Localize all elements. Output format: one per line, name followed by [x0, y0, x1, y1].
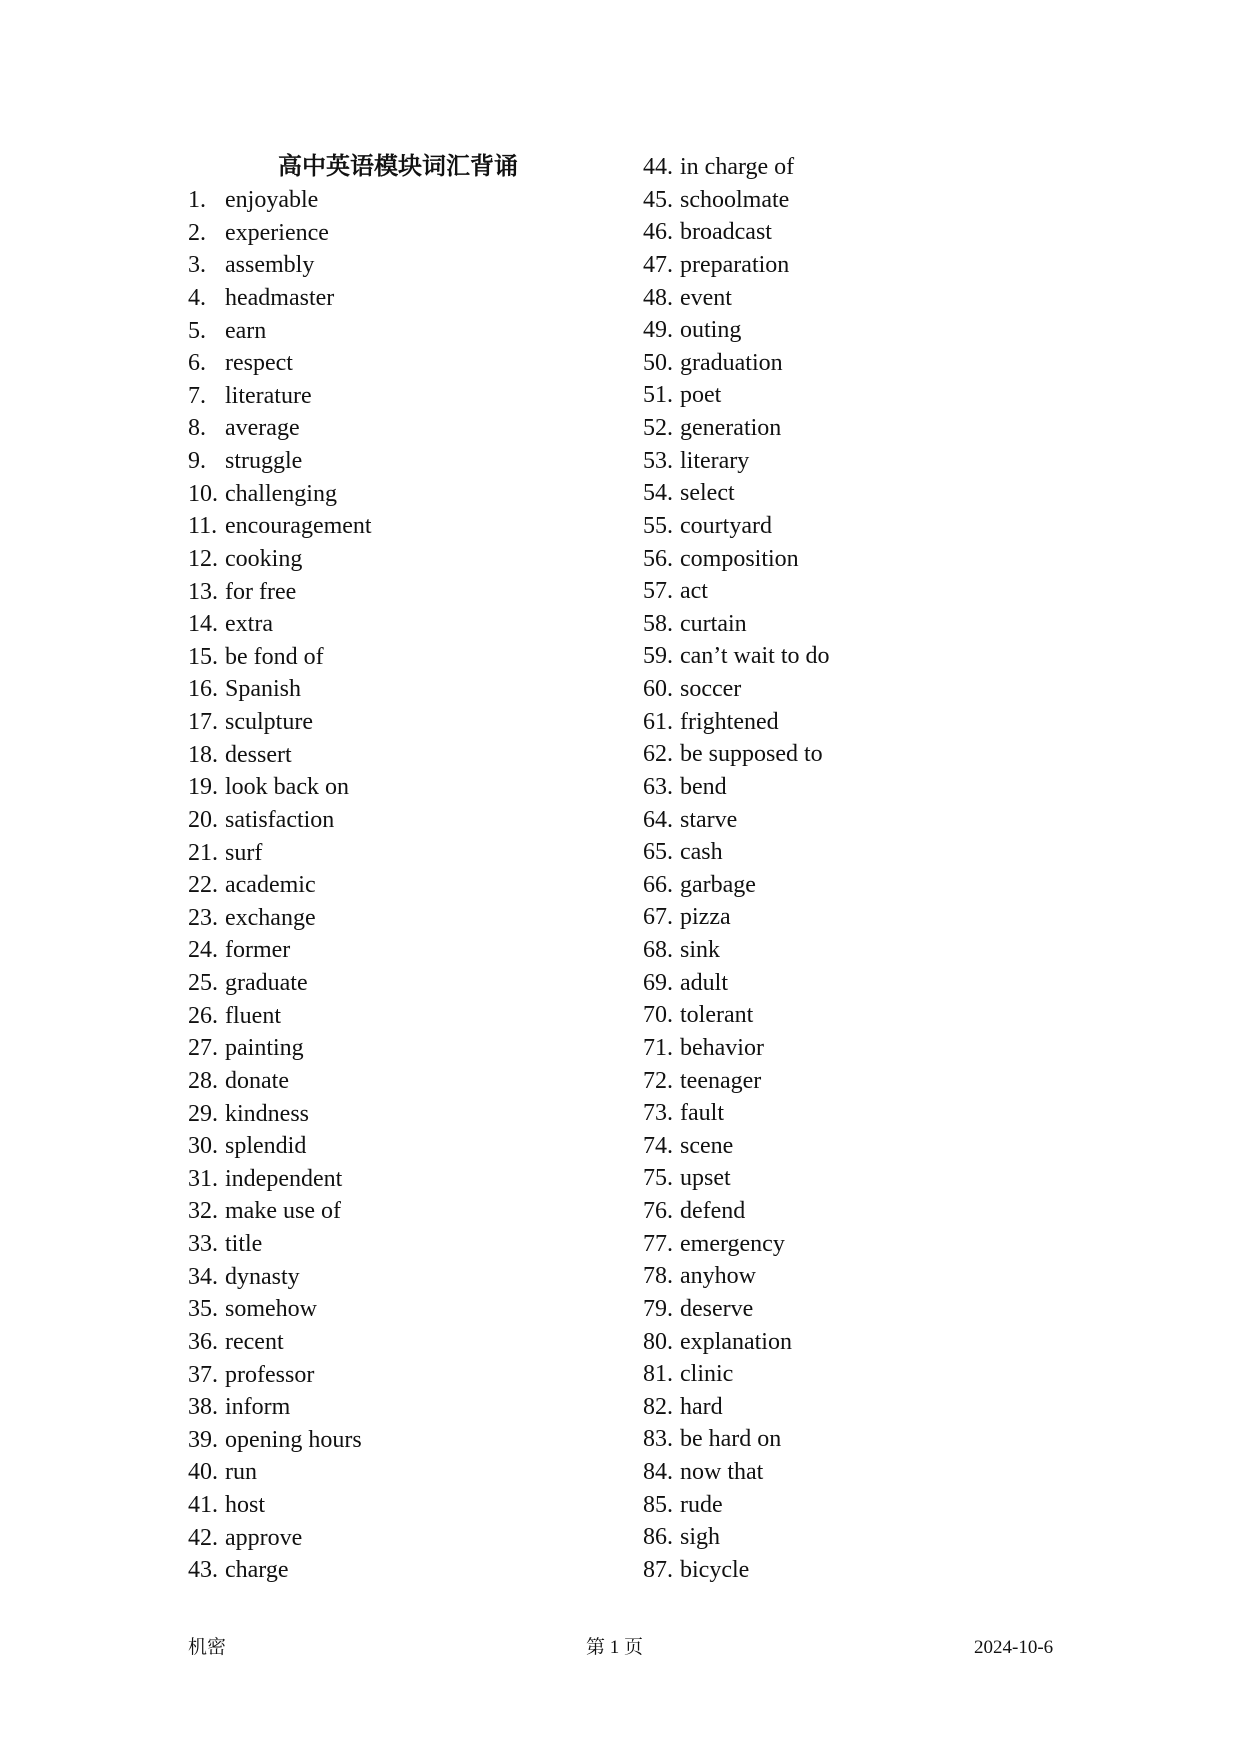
- vocab-word: average: [225, 415, 300, 442]
- vocab-number: 8.: [188, 415, 206, 442]
- vocab-word: preparation: [680, 251, 790, 278]
- vocab-number: 42.: [188, 1524, 218, 1551]
- vocab-number: 4.: [188, 284, 206, 311]
- vocab-number: 30.: [188, 1133, 218, 1160]
- vocab-word: generation: [680, 415, 782, 441]
- vocab-number: 75.: [643, 1165, 673, 1192]
- vocab-item: [643, 1162, 830, 1195]
- vocab-word: graduation: [680, 349, 783, 376]
- vocab-number: 32.: [188, 1198, 218, 1225]
- vocab-item: [643, 1456, 830, 1489]
- vocab-item: [643, 575, 830, 608]
- vocab-word: composition: [680, 545, 799, 572]
- vocab-item: [643, 216, 830, 249]
- vocab-word: respect: [225, 350, 293, 377]
- vocab-number: 2.: [188, 219, 206, 246]
- vocab-number: 23.: [188, 904, 218, 931]
- vocab-word: run: [225, 1459, 257, 1486]
- vocab-item: [188, 347, 372, 380]
- document-title: 高中英语模块词汇背诵: [278, 154, 518, 180]
- vocab-word: be hard on: [680, 1426, 782, 1453]
- vocab-word: encouragement: [225, 513, 372, 540]
- vocab-number: 77.: [643, 1230, 673, 1257]
- vocab-word: sculpture: [225, 709, 313, 735]
- vocab-number: 33.: [188, 1231, 218, 1257]
- vocab-word: literature: [225, 382, 312, 409]
- vocab-item: [188, 576, 372, 609]
- vocab-word: splendid: [225, 1133, 307, 1160]
- vocab-number: 41.: [188, 1492, 218, 1518]
- vocab-number: 27.: [188, 1035, 218, 1062]
- vocab-word: literary: [680, 447, 750, 474]
- vocab-number: 87.: [643, 1556, 673, 1583]
- vocab-number: 73.: [643, 1100, 673, 1127]
- vocab-word: exchange: [225, 904, 316, 931]
- vocab-item: [643, 1554, 830, 1587]
- vocab-item: [188, 1326, 372, 1359]
- vocab-item: [188, 1098, 372, 1131]
- vocab-word: clinic: [680, 1361, 734, 1388]
- vocab-number: 13.: [188, 578, 218, 605]
- vocab-word: scene: [680, 1132, 734, 1159]
- vocab-number: 28.: [188, 1067, 218, 1094]
- vocab-word: be supposed to: [680, 741, 823, 768]
- vocab-number: 11.: [188, 513, 218, 540]
- vocab-word: make use of: [225, 1198, 341, 1225]
- vocab-number: 85.: [643, 1491, 673, 1518]
- vocab-word: hard: [680, 1393, 723, 1420]
- vocab-number: 40.: [188, 1459, 218, 1486]
- vocab-number: 83.: [643, 1426, 673, 1453]
- vocab-word: sigh: [680, 1524, 721, 1551]
- vocab-item: [188, 543, 372, 576]
- vocab-number: 86.: [643, 1524, 673, 1551]
- vocab-word: in charge of: [680, 154, 795, 180]
- vocab-item: [643, 999, 830, 1032]
- vocab-item: [643, 967, 830, 1000]
- vocab-item: [643, 1195, 830, 1228]
- vocab-item: [188, 217, 372, 250]
- vocab-item: [188, 1554, 372, 1587]
- vocab-number: 55.: [643, 512, 673, 539]
- vocab-word: professor: [225, 1361, 315, 1388]
- vocab-item: [643, 184, 830, 217]
- vocab-word: struggle: [225, 448, 303, 474]
- vocab-word: for free: [225, 578, 297, 605]
- vocab-number: 72.: [643, 1067, 673, 1094]
- vocab-item: [188, 412, 372, 445]
- vocab-word: adult: [680, 969, 728, 996]
- vocab-word: schoolmate: [680, 186, 790, 213]
- vocab-item: [188, 1000, 372, 1033]
- vocab-item: [188, 1489, 372, 1522]
- vocab-list-left: [188, 184, 372, 1587]
- vocab-number: 52.: [643, 415, 673, 441]
- vocab-item: [643, 901, 830, 934]
- vocab-number: 69.: [643, 969, 673, 996]
- vocab-word: courtyard: [680, 512, 772, 539]
- vocab-number: 58.: [643, 610, 673, 637]
- vocab-item: [188, 934, 372, 967]
- vocab-word: can’t wait to do: [680, 643, 830, 670]
- vocab-word: challenging: [225, 480, 337, 507]
- vocab-number: 14.: [188, 611, 218, 638]
- vocab-word: bend: [680, 773, 727, 800]
- vocab-word: painting: [225, 1035, 304, 1062]
- vocab-word: independent: [225, 1165, 343, 1192]
- vocab-item: [188, 1163, 372, 1196]
- vocab-number: 12.: [188, 545, 218, 572]
- vocab-number: 24.: [188, 937, 218, 964]
- vocab-item: [188, 1130, 372, 1163]
- vocab-number: 22.: [188, 872, 218, 899]
- vocab-item: [188, 445, 372, 478]
- vocab-item: [643, 934, 830, 967]
- vocab-number: 79.: [643, 1295, 673, 1322]
- vocab-item: [643, 1293, 830, 1326]
- vocab-number: 37.: [188, 1361, 218, 1388]
- vocab-number: 81.: [643, 1361, 673, 1388]
- vocab-number: 26.: [188, 1002, 218, 1029]
- vocab-item: [643, 543, 830, 576]
- vocab-word: academic: [225, 872, 316, 899]
- vocab-word: soccer: [680, 676, 742, 702]
- vocab-item: [188, 1293, 372, 1326]
- vocab-number: 63.: [643, 773, 673, 800]
- vocab-item: [643, 151, 830, 184]
- vocab-word: extra: [225, 611, 273, 638]
- vocab-word: poet: [680, 382, 722, 409]
- vocab-number: 68.: [643, 937, 673, 963]
- vocab-number: 70.: [643, 1002, 673, 1029]
- vocab-number: 51.: [643, 382, 673, 409]
- vocab-number: 46.: [643, 219, 673, 246]
- vocab-word: pizza: [680, 904, 731, 931]
- vocab-word: curtain: [680, 610, 747, 637]
- vocab-word: Spanish: [225, 676, 302, 703]
- vocab-number: 3.: [188, 252, 206, 279]
- vocab-list-right: [643, 151, 830, 1587]
- vocab-item: [188, 1065, 372, 1098]
- vocab-word: former: [225, 937, 291, 964]
- vocab-item: [188, 1391, 372, 1424]
- vocab-number: 71.: [643, 1034, 673, 1061]
- vocab-word: broadcast: [680, 219, 772, 246]
- vocab-item: [643, 836, 830, 869]
- vocab-item: [643, 1521, 830, 1554]
- vocab-word: anyhow: [680, 1263, 756, 1290]
- vocab-item: [188, 804, 372, 837]
- footer-confidential: 机密: [188, 1637, 227, 1658]
- vocab-item: [643, 1130, 830, 1163]
- vocab-number: 64.: [643, 806, 673, 833]
- vocab-word: headmaster: [225, 284, 335, 311]
- vocab-word: now that: [680, 1459, 764, 1485]
- vocab-item: [643, 1228, 830, 1261]
- vocab-item: [643, 1326, 830, 1359]
- vocab-word: defend: [680, 1198, 746, 1224]
- vocab-number: 48.: [643, 284, 673, 311]
- vocab-number: 53.: [643, 447, 673, 474]
- vocab-item: [188, 1456, 372, 1489]
- vocab-number: 66.: [643, 871, 673, 898]
- vocab-word: upset: [680, 1165, 731, 1192]
- vocab-number: 45.: [643, 186, 673, 213]
- vocab-word: starve: [680, 806, 738, 833]
- vocab-item: [643, 869, 830, 902]
- vocab-item: [643, 445, 830, 478]
- vocab-word: tolerant: [680, 1002, 754, 1029]
- vocab-number: 60.: [643, 676, 673, 702]
- vocab-word: look back on: [225, 774, 349, 801]
- vocab-item: [643, 1489, 830, 1522]
- vocab-number: 20.: [188, 806, 218, 833]
- vocab-item: [643, 1097, 830, 1130]
- vocab-item: [643, 706, 830, 739]
- vocab-word: dessert: [225, 741, 292, 768]
- vocab-word: dynasty: [225, 1263, 300, 1290]
- vocab-item: [643, 249, 830, 282]
- vocab-word: emergency: [680, 1230, 785, 1257]
- vocab-word: teenager: [680, 1067, 762, 1094]
- vocab-word: deserve: [680, 1295, 754, 1322]
- vocab-number: 15.: [188, 643, 218, 670]
- vocab-word: enjoyable: [225, 187, 319, 213]
- vocab-number: 44.: [643, 154, 673, 180]
- vocab-item: [188, 184, 372, 217]
- vocab-item: [643, 477, 830, 510]
- vocab-item: [188, 282, 372, 315]
- vocab-word: kindness: [225, 1100, 309, 1127]
- vocab-word: graduate: [225, 970, 308, 996]
- vocab-item: [188, 478, 372, 511]
- vocab-number: 62.: [643, 741, 673, 768]
- vocab-word: assembly: [225, 252, 315, 279]
- footer-page-number: 第 1 页: [586, 1637, 644, 1658]
- vocab-number: 82.: [643, 1393, 673, 1420]
- vocab-item: [643, 1065, 830, 1098]
- vocab-word: fault: [680, 1100, 724, 1127]
- vocab-number: 43.: [188, 1557, 218, 1584]
- vocab-word: satisfaction: [225, 806, 335, 833]
- vocab-item: [188, 837, 372, 870]
- vocab-word: donate: [225, 1067, 289, 1094]
- vocab-item: [643, 282, 830, 315]
- vocab-word: event: [680, 284, 732, 311]
- vocab-word: opening hours: [225, 1426, 362, 1453]
- vocab-number: 67.: [643, 904, 673, 931]
- vocab-word: garbage: [680, 871, 756, 898]
- vocab-word: fluent: [225, 1002, 281, 1029]
- vocab-item: [643, 1423, 830, 1456]
- vocab-item: [643, 673, 830, 706]
- vocab-number: 19.: [188, 774, 218, 801]
- vocab-word: rude: [680, 1491, 723, 1518]
- vocab-number: 59.: [643, 643, 673, 670]
- vocab-number: 50.: [643, 349, 673, 376]
- vocab-item: [188, 1261, 372, 1294]
- vocab-item: [188, 1359, 372, 1392]
- vocab-word: surf: [225, 839, 263, 866]
- vocab-item: [188, 706, 372, 739]
- vocab-number: 84.: [643, 1459, 673, 1485]
- vocab-item: [188, 1424, 372, 1457]
- vocab-number: 76.: [643, 1198, 673, 1224]
- vocab-item: [188, 902, 372, 935]
- vocab-item: [188, 510, 372, 543]
- vocab-item: [643, 347, 830, 380]
- vocab-number: 74.: [643, 1132, 673, 1159]
- vocab-item: [188, 1522, 372, 1555]
- vocab-item: [643, 379, 830, 412]
- vocab-item: [643, 804, 830, 837]
- vocab-item: [188, 739, 372, 772]
- vocab-word: outing: [680, 317, 742, 344]
- vocab-number: 7.: [188, 382, 206, 409]
- vocab-word: somehow: [225, 1296, 317, 1323]
- vocab-number: 25.: [188, 970, 218, 996]
- vocab-item: [188, 1195, 372, 1228]
- vocab-number: 54.: [643, 480, 673, 507]
- vocab-number: 29.: [188, 1100, 218, 1127]
- vocab-item: [188, 608, 372, 641]
- vocab-item: [188, 249, 372, 282]
- vocab-item: [643, 412, 830, 445]
- vocab-number: 5.: [188, 317, 206, 344]
- vocab-item: [188, 771, 372, 804]
- vocab-number: 61.: [643, 708, 673, 735]
- vocab-number: 38.: [188, 1394, 218, 1421]
- vocab-number: 10.: [188, 480, 218, 507]
- vocab-item: [643, 738, 830, 771]
- vocab-word: cooking: [225, 545, 303, 572]
- vocab-number: 47.: [643, 251, 673, 278]
- vocab-word: explanation: [680, 1328, 792, 1355]
- vocab-number: 35.: [188, 1296, 218, 1323]
- vocab-number: 21.: [188, 839, 218, 866]
- vocab-number: 65.: [643, 839, 673, 866]
- vocab-item: [643, 1391, 830, 1424]
- vocab-word: host: [225, 1492, 266, 1518]
- vocab-item: [188, 641, 372, 674]
- vocab-item: [188, 673, 372, 706]
- vocab-item: [188, 380, 372, 413]
- vocab-number: 57.: [643, 578, 673, 605]
- vocab-number: 49.: [643, 317, 673, 344]
- vocab-item: [643, 771, 830, 804]
- vocab-word: behavior: [680, 1034, 764, 1061]
- vocab-word: bicycle: [680, 1556, 750, 1583]
- vocab-item: [188, 1228, 372, 1261]
- vocab-word: be fond of: [225, 643, 324, 670]
- vocab-number: 16.: [188, 676, 218, 703]
- vocab-item: [643, 314, 830, 347]
- vocab-word: approve: [225, 1524, 303, 1551]
- vocab-number: 18.: [188, 741, 218, 768]
- vocab-item: [643, 608, 830, 641]
- vocab-word: recent: [225, 1328, 284, 1355]
- vocab-item: [643, 640, 830, 673]
- vocab-number: 31.: [188, 1165, 218, 1192]
- footer-date: 2024-10-6: [974, 1637, 1054, 1658]
- vocab-item: [188, 315, 372, 348]
- vocab-word: select: [680, 480, 735, 507]
- vocab-item: [643, 1260, 830, 1293]
- vocab-word: act: [680, 578, 708, 605]
- vocab-number: 9.: [188, 448, 206, 474]
- vocab-number: 34.: [188, 1263, 218, 1290]
- vocab-number: 78.: [643, 1263, 673, 1290]
- vocab-number: 80.: [643, 1328, 673, 1355]
- vocab-number: 17.: [188, 709, 218, 735]
- vocab-item: [643, 510, 830, 543]
- vocab-word: earn: [225, 317, 267, 344]
- vocab-number: 39.: [188, 1426, 218, 1453]
- vocab-word: sink: [680, 937, 721, 963]
- vocab-word: inform: [225, 1394, 291, 1421]
- vocab-word: cash: [680, 839, 723, 866]
- vocab-word: charge: [225, 1557, 289, 1584]
- vocab-item: [188, 1032, 372, 1065]
- vocab-number: 56.: [643, 545, 673, 572]
- vocab-word: title: [225, 1231, 263, 1257]
- vocab-number: 1.: [188, 187, 206, 213]
- vocab-item: [188, 869, 372, 902]
- vocab-item: [188, 967, 372, 1000]
- vocab-item: [643, 1358, 830, 1391]
- vocab-word: experience: [225, 219, 329, 246]
- vocab-number: 36.: [188, 1328, 218, 1355]
- vocab-number: 6.: [188, 350, 206, 377]
- vocab-item: [643, 1032, 830, 1065]
- vocab-word: frightened: [680, 708, 779, 735]
